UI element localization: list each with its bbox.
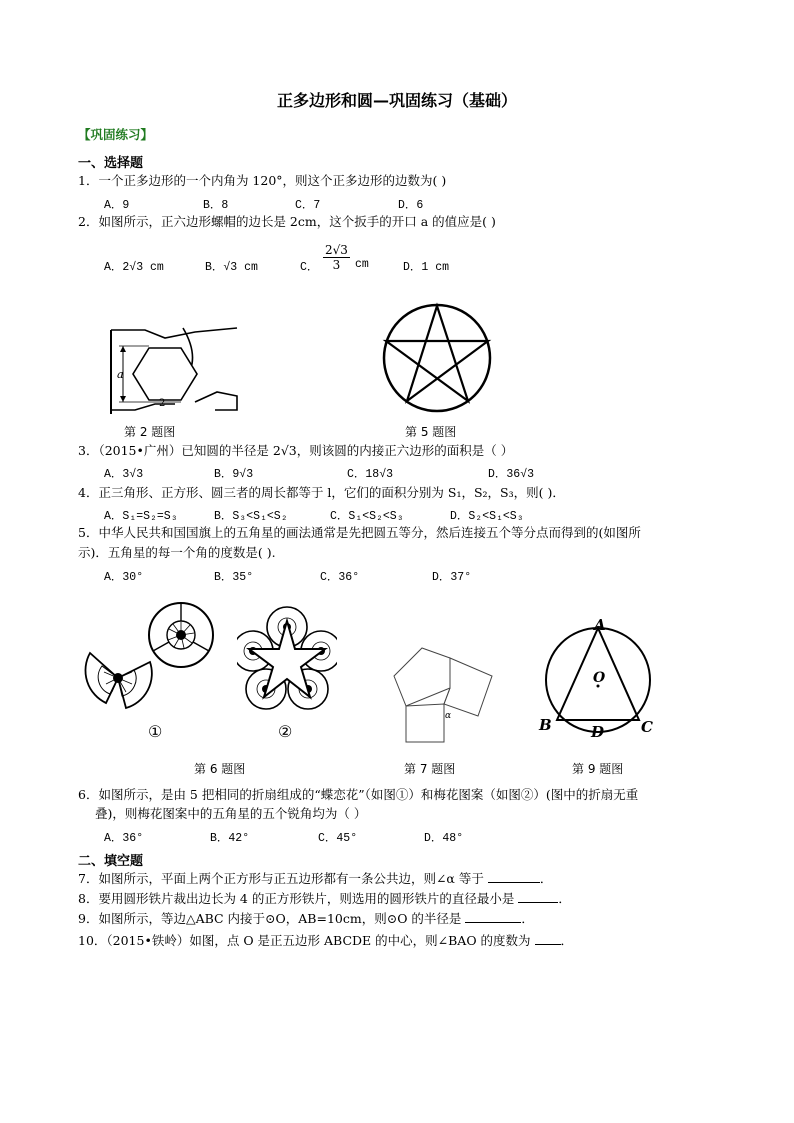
q3-option-a: A．3√3 [104,468,144,481]
q6-option-c: C．45° [318,832,358,845]
question-2: 2．如图所示，正六边形螺帽的边长是 2cm，这个扳手的开口 a 的值应是( ) [78,214,496,229]
q8-period: ． [558,891,571,906]
fraction-numerator: 2√3 [325,243,348,257]
fig9-label-d: D [591,723,605,741]
q7-period: ． [539,871,553,886]
figure-9-triangle-in-circle [535,610,665,745]
question-8-text: 8．要用圆形铁片裁出边长为 4 的正方形铁片，则选用的圆形铁片的直径最小是 [78,891,515,906]
question-10 [78,932,573,949]
question-10-text: 10．（2015•铁岭）如图，点 O 是正五边形 ABCDE 的中心，则∠BAO 的度数为 [78,933,531,948]
question-5-line-2: 示)．五角星的每一个角的度数是( ). [78,545,276,560]
q2-option-c-fraction [323,243,350,272]
answer-blank-10[interactable] [535,932,561,945]
q5-option-b: B．35° [214,571,254,584]
fig9-label-c: C [641,718,653,736]
fig9-label-a: A [594,616,606,634]
q4-option-c: C．S₁<S₂<S₃ [330,510,404,523]
q5-option-c: C．36° [320,571,360,584]
q4-option-a: A．S₁=S₂=S₃ [104,510,178,523]
fraction-denominator: 3 [332,258,341,272]
question-8 [78,890,571,907]
question-5-line-1: 5．中华人民共和国国旗上的五角星的画法通常是先把圆五等分，然后连接五个等分点而得到的(如图所 [78,525,641,540]
figure-6-label-2: ② [278,722,293,741]
figure-2-wrench [105,322,240,417]
page-title: 正多边形和圆—巩固练习（基础） [276,91,517,110]
q3-option-c: C．18√3 [347,468,394,481]
q1-option-b: B．8 [203,199,229,212]
q4-option-d: D．S₂<S₁<S₃ [450,510,524,523]
question-7 [78,870,552,887]
q2-option-d: D．1 cm [403,261,450,274]
q2-option-b: B．√3 cm [205,261,258,274]
q2-option-c: C． [300,261,319,274]
answer-blank-8[interactable] [518,890,558,903]
q4-option-b: B．S₃<S₁<S₂ [214,510,288,523]
q6-option-b: B．42° [210,832,250,845]
q3-option-d: D．36√3 [488,468,535,481]
q3-option-b: B．9√3 [214,468,254,481]
q2-option-c-unit: cm [355,258,369,271]
q1-option-a: A．9 [104,199,130,212]
section-choice-heading: 一、选择题 [78,156,144,171]
question-6-line-1: 6．如图所示，是由 5 把相同的折扇组成的“蝶恋花”（如图①）和梅花图案（如图②）(图中的折扇无重 [78,787,639,802]
question-7-text: 7．如图所示，平面上两个正方形与正五边形都有一条公共边，则∠α 等于 [78,871,484,886]
caption-figure-2: 第 2 题图 [124,425,176,439]
caption-figure-7: 第 7 题图 [404,762,456,776]
figure-7-pentagon-squares [392,646,497,746]
q1-option-d: D．6 [398,199,424,212]
figure-6-label-1: ① [148,722,163,741]
question-9 [78,910,534,927]
question-1: 1．一个正多边形的一个内角为 120°，则这个正多边形的边数为( ) [78,173,447,188]
question-6-line-2: 叠)，则梅花图案中的五角星的五个锐角均为（ ） [95,806,367,821]
caption-figure-9: 第 9 题图 [572,762,624,776]
figure-5-pentagram [378,300,498,416]
question-4: 4．正三角形、正方形、圆三者的周长都等于 l，它们的面积分别为 S₁，S₂，S₃，则( )． [78,485,565,500]
fig9-label-b: B [539,716,552,734]
answer-blank-9[interactable] [465,910,521,923]
fig7-alpha-label: α [445,711,452,721]
section-tag: 【巩固练习】 [78,127,154,142]
q6-option-a: A．36° [104,832,144,845]
question-3: 3．（2015•广州）已知圆的半径是 2√3，则该圆的内接正六边形的面积是（ ） [78,443,514,458]
section-fill-heading: 二、填空题 [78,854,144,869]
caption-figure-5: 第 5 题图 [405,425,457,439]
fig2-label-a: a [117,368,124,381]
q6-option-d: D．48° [424,832,464,845]
fig2-label-2: 2 [159,398,166,409]
q10-period: ． [560,933,574,948]
figure-6-butterfly-fans [80,600,220,715]
q5-option-d: D．37° [432,571,472,584]
caption-figure-6: 第 6 题图 [194,762,246,776]
fig9-label-o: O [593,670,606,686]
answer-blank-7[interactable] [488,870,540,883]
question-9-text: 9．如图所示，等边△ABC 内接于⊙O，AB=10cm，则⊙O 的半径是 [78,911,462,926]
q2-option-a: A．2√3 cm [104,261,164,274]
q5-option-a: A．30° [104,571,144,584]
q9-period: ． [521,911,534,926]
figure-6-plum-pattern [237,605,337,710]
q1-option-c: C．7 [295,199,321,212]
